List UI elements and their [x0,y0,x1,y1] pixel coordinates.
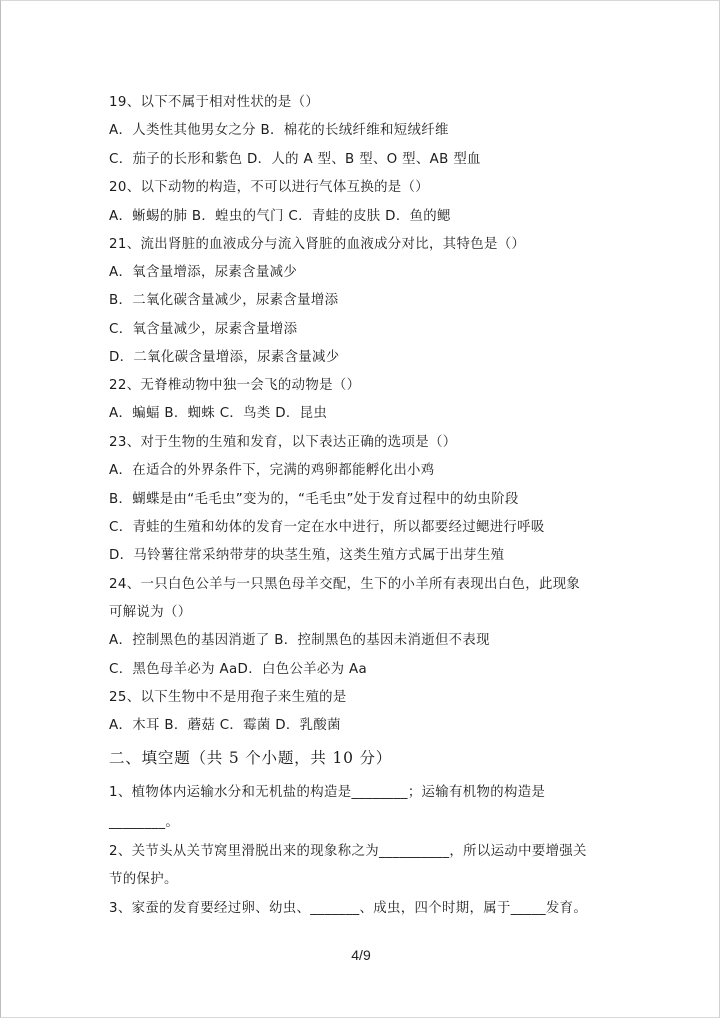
question-21-option-c: C．氧含量减少，尿素含量增添 [109,322,298,337]
question-20-options: A．蜥蜴的肺 B．蝗虫的气门 C．青蛙的皮肤 D．鱼的鳃 [109,209,451,224]
question-24-options-ab: A．控制黑色的基因消逝了 B．控制黑色的基因未消逝但不表现 [109,633,490,648]
question-23-option-c: C．青蛙的生殖和幼体的发育一定在水中进行，所以都要经过鳃进行呼吸 [109,520,545,535]
fill-question-1-continued: ________。 [109,815,180,830]
question-23-option-b: B．蝴蝶是由“毛毛虫”变为的，“毛毛虫”处于发育过程中的幼虫阶段 [109,492,519,507]
question-25-options: A．木耳 B．蘑菇 C．霉菌 D．乳酸菌 [109,718,341,733]
question-23: 23、对于生物的生殖和发育，以下表达正确的选项是（） [109,435,457,450]
fill-question-2-continued: 节的保护。 [109,872,178,887]
question-21-option-b: B．二氧化碳含量减少，尿素含量增添 [109,293,339,308]
section-heading-fill-blank: 二、填空题（共 5 个小题，共 10 分） [109,749,393,767]
question-22-options: A．蝙蝠 B．蜘蛛 C．鸟类 D．昆虫 [109,406,328,421]
question-24-continued: 可解说为（） [109,605,192,620]
question-21: 21、流出肾脏的血液成分与流入肾脏的血液成分对比，其特色是（） [109,237,526,252]
question-23-option-a: A．在适合的外界条件下，完满的鸡卵都能孵化出小鸡 [109,463,435,478]
fill-question-2: 2、关节头从关节窝里滑脱出来的现象称之为__________，所以运动中要增强关 [109,844,587,859]
question-19-options-cd: C．茄子的长形和紫色 D．人的 A 型、B 型、O 型、AB 型血 [109,152,481,167]
question-23-option-d: D．马铃薯往常采纳带芽的块茎生殖，这类生殖方式属于出芽生殖 [109,548,505,563]
question-24-options-cd: C．黑色母羊必为 AaD．白色公羊必为 Aa [109,662,368,677]
question-21-option-a: A．氧含量增添，尿素含量减少 [109,265,298,280]
page-number: 4/9 [351,947,371,963]
fill-question-1: 1、植物体内运输水分和无机盐的构造是________；运输有机物的构造是 [109,785,546,800]
question-19-options-ab: A．人类性其他男女之分 B．棉花的长绒纤维和短绒纤维 [109,123,449,138]
fill-question-3: 3、家蚕的发育要经过卵、幼虫、_______、成虫，四个时期，属于_____发育。 [109,901,588,916]
question-20: 20、以下动物的构造，不可以进行气体互换的是（） [109,180,430,195]
question-24: 24、一只白色公羊与一只黑色母羊交配，生下的小羊所有表现出白色，此现象 [109,577,581,592]
question-19: 19、以下不属于相对性状的是（） [109,95,320,110]
question-25: 25、以下生物中不是用孢子来生殖的是 [109,690,347,705]
question-21-option-d: D．二氧化碳含量增添，尿素含量减少 [109,350,340,365]
question-22: 22、无脊椎动物中独一会飞的动物是（） [109,378,361,393]
